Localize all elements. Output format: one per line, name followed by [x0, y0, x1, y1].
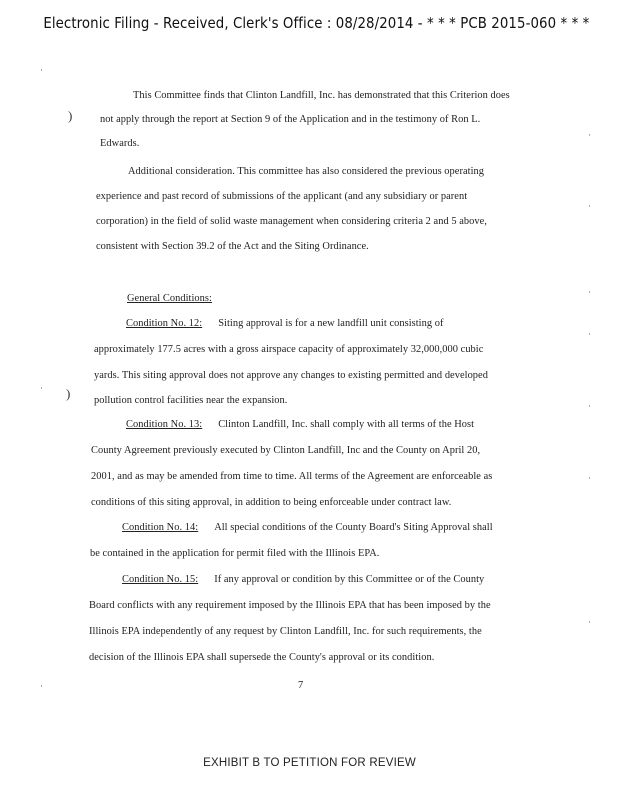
- margin-mark: ·: [588, 329, 591, 339]
- body-line: If any approval or condition by this Committee or of the County: [214, 574, 485, 585]
- section-heading: General Conditions:: [127, 293, 212, 304]
- body-line: yards. This siting approval does not approve any changes to existing permitted and developed: [94, 370, 488, 381]
- condition-label: Condition No. 15:: [122, 574, 199, 585]
- exhibit-label: EXHIBIT B TO PETITION FOR REVIEW: [203, 757, 416, 769]
- body-line: Illinois EPA independently of any request by Clinton Landfill, Inc. for such requirements, the: [89, 626, 482, 637]
- body-line: consistent with Section 39.2 of the Act and the Siting Ordinance.: [96, 241, 369, 252]
- body-line: Clinton Landfill, Inc. shall comply with all terms of the Host: [218, 419, 475, 430]
- body-line: Additional consideration. This committee has also considered the previous operating: [128, 166, 484, 177]
- margin-mark: ·: [40, 681, 43, 691]
- margin-bracket: ): [68, 108, 73, 123]
- body-line: not apply through the report at Section 9 of the Application and in the testimony of Ron L.: [100, 114, 481, 125]
- margin-mark: ·: [40, 65, 43, 75]
- condition-15: [122, 574, 484, 585]
- body-line: approximately 177.5 acres with a gross airspace capacity of approximately 32,000,000 cubic: [94, 344, 484, 355]
- condition-13: [126, 419, 474, 430]
- body-line: be contained in the application for permit filed with the Illinois EPA.: [90, 548, 380, 559]
- page-number: 7: [298, 680, 304, 691]
- condition-12: [126, 318, 444, 329]
- margin-mark: ·: [588, 201, 591, 211]
- body-line: All special conditions of the County Board's Siting Approval shall: [214, 522, 493, 533]
- body-line: This Committee finds that Clinton Landfill, Inc. has demonstrated that this Criterion does: [133, 90, 510, 101]
- body-line: decision of the Illinois EPA shall supersede the County's approval or its condition.: [89, 652, 435, 663]
- condition-label: Condition No. 14:: [122, 522, 199, 533]
- body-line: 2001, and as may be amended from time to time. All terms of the Agreement are enforceable as: [91, 471, 493, 482]
- margin-mark: ·: [588, 473, 591, 483]
- margin-mark: ·: [588, 287, 591, 297]
- body-line: Siting approval is for a new landfill unit consisting of: [218, 318, 444, 329]
- margin-mark: ·: [588, 617, 591, 627]
- condition-14: [122, 522, 493, 533]
- body-line: conditions of this siting approval, in addition to being enforceable under contract law.: [91, 497, 452, 508]
- condition-label: Condition No. 13:: [126, 419, 203, 430]
- margin-mark: ·: [588, 130, 591, 140]
- body-line: corporation) in the field of solid waste management when considering criteria 2 and 5 above,: [96, 216, 487, 227]
- margin-mark: ·: [40, 383, 43, 393]
- body-line: County Agreement previously executed by Clinton Landfill, Inc and the County on April 20,: [91, 445, 481, 456]
- margin-bracket: ): [66, 386, 71, 401]
- margin-mark: ·: [588, 401, 591, 411]
- body-line: pollution control facilities near the expansion.: [94, 395, 288, 406]
- body-line: experience and past record of submissions of the applicant (and any subsidiary or parent: [96, 191, 468, 202]
- body-line: Edwards.: [100, 138, 140, 149]
- body-line: Board conflicts with any requirement imposed by the Illinois EPA that has been imposed by the: [89, 600, 491, 611]
- condition-label: Condition No. 12:: [126, 318, 203, 329]
- filing-stamp-header: Electronic Filing - Received, Clerk's Office : 08/28/2014 - * * * PCB 2015-060 * * *: [43, 14, 590, 32]
